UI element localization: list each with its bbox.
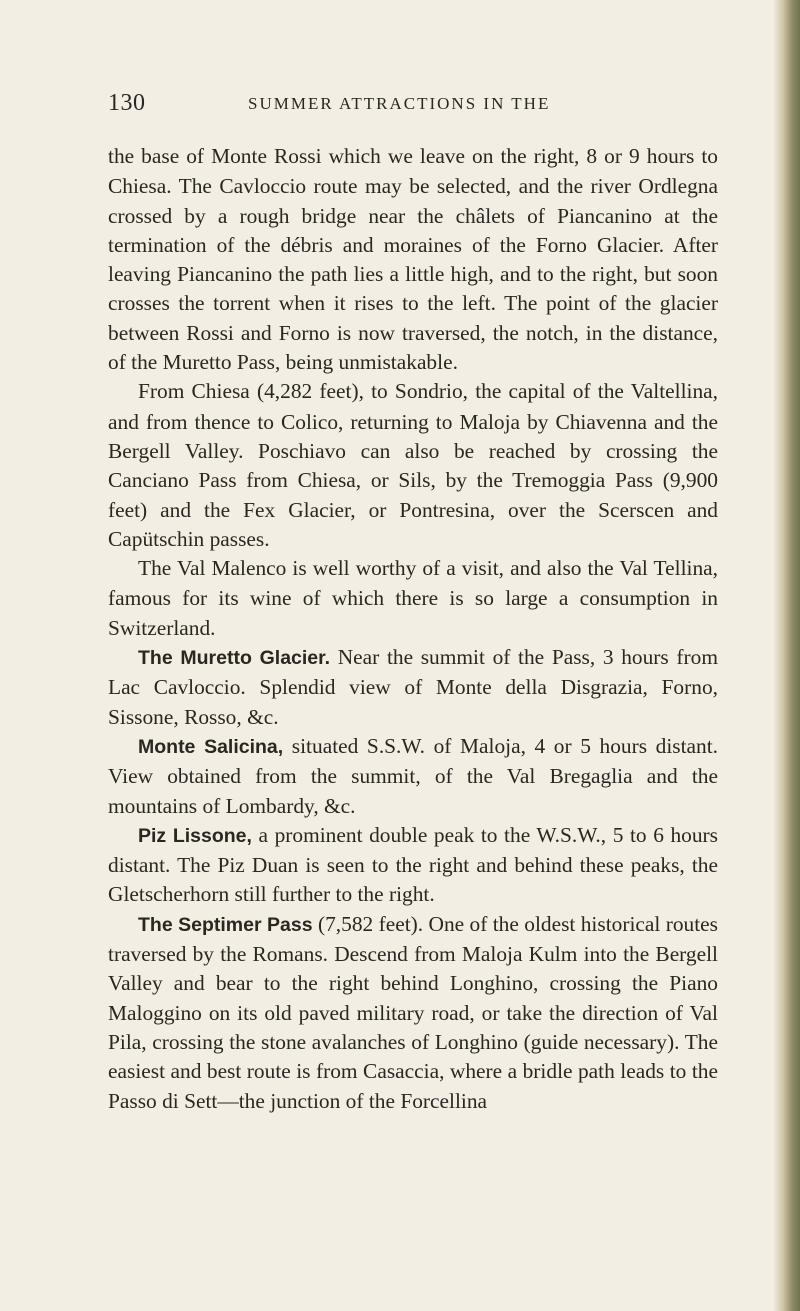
paragraph	[108, 732, 718, 821]
paragraph-lead: Monte Salicina,	[138, 735, 284, 758]
paragraph	[108, 142, 718, 377]
page-edge-binding	[774, 0, 800, 1311]
paragraph-lead: The Septimer Pass	[138, 913, 313, 936]
paragraph-text: (7,582 feet). One of the oldest historical routes traversed by the Romans. Descend from Maloja Kulm into the Bergell Valley and bear to the right behind Longhino, crossing the Piano Maloggino on its old paved military road, or take the direction of Val Pila, crossing the stone avalanches of Longhino (guide necessary). The easiest and best route is from Casaccia, where a bridle path leads to the Passo di Sett—the junction of the Forcellina	[108, 911, 718, 1113]
paragraph-text: situated S.S.W. of Maloja, 4 or 5 hours distant. View obtained from the summit, of the Val Bregaglia and the mountains of Lombardy, &c.	[108, 733, 719, 818]
paragraph-text: The Val Malenco is well worthy of a visit, and also the Val Tellina, famous for its wine of which there is so large a consumption in Switzerland.	[108, 556, 718, 640]
paragraph-text: a prominent double peak to the W.S.W., 5 to 6 hours distant. The Piz Duan is seen to the right and behind these peaks, the Gletscherhorn still further to the right.	[108, 822, 718, 907]
paragraph-text: the base of Monte Rossi which we leave on the right, 8 or 9 hours to Chiesa. The Cavloccio route may be selected, and the river Ordlegna crossed by a rough bridge near the châlets of Piancanino at the termination of the débris and moraines of the Forno Glacier. After leaving Piancanino the path lies a little high, and to the right, but soon crosses the torrent when it rises to the left. The point of the glacier between Rossi and Forno is now traversed, the notch, in the distance, of the Muretto Pass, being unmistakable.	[108, 144, 718, 375]
page-header	[0, 90, 800, 130]
paragraph	[108, 643, 718, 732]
paragraph-text: Near the summit of the Pass, 3 hours from Lac Cavloccio. Splendid view of Monte della Disgrazia, Forno, Sissone, Rosso, &c.	[108, 645, 718, 729]
body-text	[108, 142, 718, 1116]
paragraph-lead: The Muretto Glacier.	[138, 647, 331, 670]
paragraph	[108, 821, 718, 910]
paragraph	[108, 554, 718, 643]
paragraph	[108, 377, 718, 554]
paragraph	[108, 910, 718, 1116]
paragraph-text: From Chiesa (4,282 feet), to Sondrio, the capital of the Valtellina, and from thence to Colico, returning to Maloja by Chiavenna and the Bergell Valley. Poschiavo can also be reached by crossing the Canciano Pass from Chiesa, or Sils, by the Tremoggia Pass (9,900 feet) and the Fex Glacier, or Pontresina, over the Scerscen and Capütschin passes.	[108, 379, 718, 551]
running-head: SUMMER ATTRACTIONS IN THE	[248, 94, 551, 113]
paragraph-lead: Piz Lissone,	[138, 824, 252, 847]
page-number: 130	[108, 90, 146, 116]
